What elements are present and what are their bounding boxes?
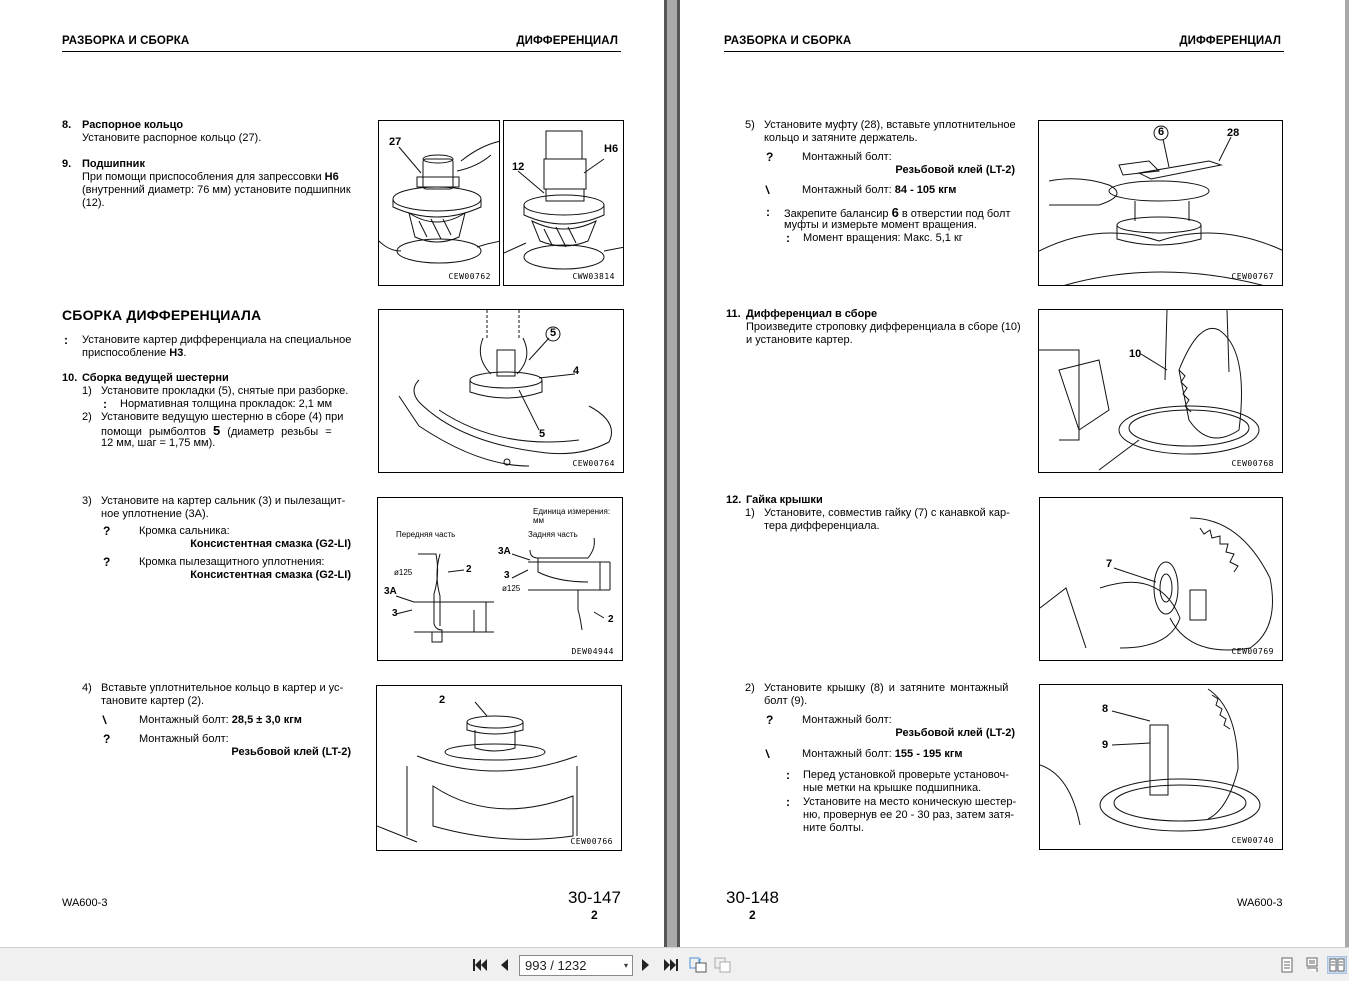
step-text: и установите картер. [746, 334, 853, 346]
figure-code: CEW00766 [570, 837, 613, 846]
step-text: При помощи приспособления для запрессовки H6 [82, 171, 339, 183]
header-rule [62, 51, 621, 52]
figure-code: CEW00764 [572, 459, 615, 468]
header-section: РАЗБОРКА И СБОРКА [724, 35, 852, 47]
step-title: Подшипник [82, 158, 145, 170]
part-label: 2 [608, 614, 614, 625]
units-note: Единица измерения: мм [533, 507, 611, 525]
figure-seal-dimensions [377, 497, 623, 661]
step-text: (внутренний диаметр: 76 мм) установите подшипник [82, 184, 351, 196]
header-section: РАЗБОРКА И СБОРКА [62, 35, 190, 47]
figure-code: CEW00762 [448, 272, 491, 281]
first-page-icon [472, 958, 488, 972]
navigation-toolbar [0, 947, 1349, 981]
revision-mark: 2 [749, 908, 756, 922]
note-text: Установите на место коническую шестер- [803, 796, 1017, 808]
torque-icon: \ [764, 182, 771, 198]
substep-text: Установите муфту (28), вставьте уплотнительное [764, 119, 1016, 131]
copy-button[interactable] [714, 957, 732, 973]
diameter-label: ø125 [502, 584, 521, 593]
figure-code: CEW00767 [1231, 272, 1274, 281]
part-label: 10 [1129, 348, 1142, 360]
part-label: 9 [1102, 739, 1109, 751]
adhesive-icon: ? [103, 732, 111, 746]
note-text: Перед установкой проверьте установоч- [803, 769, 1009, 781]
figure-pinion-lift [378, 309, 624, 473]
torque-icon: \ [101, 712, 108, 728]
viewer-edge [1345, 0, 1349, 947]
note-icon: : [766, 205, 770, 219]
note-value: Резьбовой клей (LT-2) [231, 746, 351, 758]
note-text: ните болты. [803, 822, 864, 834]
cap-nut-drawing [1040, 498, 1283, 661]
figure-differential-install [1038, 309, 1283, 473]
next-page-button[interactable] [637, 957, 655, 973]
continuous-page-icon [1305, 957, 1319, 973]
rotate-icon [689, 957, 707, 973]
page-number: 30-147 [568, 888, 621, 907]
torque-icon: \ [764, 746, 771, 762]
step-number: 12. [726, 494, 742, 506]
note-text: Закрепите балансир 6 в отверстии под болт [784, 205, 1011, 220]
diameter-label: ø125 [394, 568, 413, 577]
differential-install-drawing [1039, 310, 1283, 473]
note-text: Установите картер дифференциала на специальное [82, 334, 352, 346]
substep-number: 1) [745, 507, 755, 519]
note-label: Монтажный болт: [139, 733, 229, 745]
figure-bearing-cap [1039, 684, 1283, 850]
footer-model: WA600-3 [1237, 897, 1283, 909]
note-text: приспособление H3. [82, 347, 187, 359]
rear-label: Задняя часть [528, 530, 578, 539]
substep-text: Установите крышку (8) и затяните монтажный [764, 682, 1009, 694]
note-label: Монтажный болт: [802, 151, 892, 163]
note-label: Монтажный болт: 155 - 195 кгм [802, 748, 963, 760]
front-label: Передняя часть [396, 530, 456, 539]
page-right [677, 0, 1345, 947]
adhesive-icon: ? [766, 150, 774, 164]
substep-number: 1) [82, 385, 92, 397]
part-label: 7 [1106, 558, 1113, 570]
section-title: СБОРКА ДИФФЕРЕНЦИАЛА [62, 307, 262, 323]
note-label: Кромка пылезащитного уплотнения: [139, 556, 325, 568]
substep-text: Установите прокладки (5), снятые при разборке. [101, 385, 349, 397]
header-rule [724, 51, 1284, 52]
last-page-icon [663, 958, 679, 972]
step-number: 10. [62, 372, 78, 384]
part-label: 8 [1102, 703, 1109, 715]
substep-text: Установите, совместив гайку (7) с канавкой кар- [764, 507, 1010, 519]
note-value: Резьбовой клей (LT-2) [895, 164, 1015, 176]
header-chapter: ДИФФЕРЕНЦИАЛ [1179, 35, 1281, 47]
note-label: Монтажный болт: [802, 714, 892, 726]
note-label: Кромка сальника: [139, 525, 230, 537]
note-value: Резьбовой клей (LT-2) [895, 727, 1015, 739]
figure-code: CEW00740 [1231, 836, 1274, 845]
substep-text: помощи рымболтов 5 (диаметр резьбы = [101, 423, 332, 438]
prev-page-button[interactable] [495, 957, 513, 973]
part-label: 3A [498, 546, 511, 557]
step-title: Сборка ведущей шестерни [82, 372, 229, 384]
figure-case-install [376, 685, 622, 851]
single-page-icon [1280, 957, 1294, 973]
figure-code: CEW00769 [1231, 647, 1274, 656]
substep-text: ное уплотнение (3A). [101, 508, 209, 520]
note-text: Момент вращения: Макс. 5,1 кг [803, 232, 963, 244]
step-number: 8. [62, 119, 72, 131]
substep-number: 5) [745, 119, 755, 131]
part-label: 2 [466, 564, 472, 575]
substep-text: болт (9). [764, 695, 808, 707]
last-page-button[interactable] [662, 957, 680, 973]
substep-number: 4) [82, 682, 92, 694]
note-label: Монтажный болт: 84 - 105 кгм [802, 184, 957, 196]
page-gutter [667, 0, 677, 947]
note-label: Монтажный болт: 28,5 ± 3,0 кгм [139, 714, 302, 726]
note-value: Консистентная смазка (G2-LI) [190, 569, 351, 581]
note-text: муфты и измерьте момент вращения. [784, 219, 977, 231]
part-label: 5 [550, 327, 557, 339]
part-label: 2 [439, 694, 446, 706]
first-page-button[interactable] [471, 957, 489, 973]
step-number: 9. [62, 158, 72, 170]
substep-number: 2) [82, 411, 92, 423]
adhesive-icon: ? [766, 713, 774, 727]
grease-icon: ? [103, 524, 111, 538]
step-text: Произведите строповку дифференциала в сборе (10) [746, 321, 1021, 333]
case-install-drawing [377, 686, 622, 851]
part-label: 3 [504, 570, 510, 581]
note-text: ню, провернув ее 20 - 30 раз, затем затя- [803, 809, 1015, 821]
footer-model: WA600-3 [62, 897, 108, 909]
part-label: 28 [1227, 127, 1240, 139]
part-label: 5 [539, 428, 546, 440]
note-icon: : [64, 333, 68, 347]
substep-text: Установите ведущую шестерню в сборе (4) при [101, 411, 344, 423]
note-icon: : [786, 231, 790, 245]
step-title: Распорное кольцо [82, 119, 184, 131]
step-title: Гайка крышки [746, 494, 823, 506]
header-chapter: ДИФФЕРЕНЦИАЛ [516, 35, 618, 47]
substep-text: кольцо и затяните держатель. [764, 132, 918, 144]
part-label: 3 [392, 608, 398, 619]
substep-text: тановите картер (2). [101, 695, 205, 707]
part-label: 6 [1158, 126, 1165, 138]
figure-cap-nut [1039, 497, 1283, 661]
substep-text: 12 мм, шаг = 1,75 мм). [101, 437, 216, 449]
revision-mark: 2 [591, 908, 598, 922]
note-text: ные метки на крышке подшипника. [803, 782, 982, 794]
substep-number: 2) [745, 682, 755, 694]
figure-code: CEW00768 [1231, 459, 1274, 468]
step-number: 11. [726, 308, 741, 320]
note-icon: : [786, 768, 790, 782]
page-number: 30-148 [726, 888, 779, 907]
grease-icon: ? [103, 555, 111, 569]
note-icon: : [103, 397, 107, 411]
two-page-view-button[interactable] [1327, 956, 1347, 974]
note-text: Нормативная толщина прокладок: 2,1 мм [120, 398, 333, 410]
substep-text: Установите на картер сальник (3) и пылезащит- [101, 495, 346, 507]
step-text: (12). [82, 197, 105, 209]
substep-text: тера дифференциала. [764, 520, 880, 532]
figure-spacer-ring [378, 120, 500, 286]
single-page-view-button[interactable] [1277, 956, 1297, 974]
figure-code: DEW04944 [571, 647, 614, 656]
pinion-lift-drawing [379, 310, 624, 473]
part-label: 3A [384, 586, 397, 597]
substep-text: Вставьте уплотнительное кольцо в картер и ус- [101, 682, 344, 694]
copy-icon [714, 957, 732, 973]
tool-label: H6 [604, 143, 619, 155]
coupling-torque-drawing [1039, 121, 1283, 286]
page-number-select[interactable] [519, 955, 633, 976]
part-label: 12 [512, 161, 525, 173]
two-page-icon [1329, 958, 1345, 972]
page-indicator: 993 / 1232 [525, 958, 587, 973]
step-title: Дифференциал в сборе [746, 308, 878, 320]
rotate-button[interactable] [689, 957, 707, 973]
note-icon: : [786, 795, 790, 809]
part-label: 27 [389, 136, 402, 148]
part-label: 4 [573, 365, 580, 377]
page-left [0, 0, 667, 947]
step-text: Установите распорное кольцо (27). [82, 132, 262, 144]
bearing-cap-drawing [1040, 685, 1283, 850]
figure-bearing-press [503, 120, 624, 286]
next-page-icon [640, 958, 652, 972]
continuous-view-button[interactable] [1302, 956, 1322, 974]
substep-number: 3) [82, 495, 92, 507]
figure-coupling-torque [1038, 120, 1283, 286]
prev-page-icon [498, 958, 510, 972]
chevron-down-icon: ▾ [623, 961, 628, 970]
figure-code: CWW03814 [572, 272, 615, 281]
note-value: Консистентная смазка (G2-LI) [190, 538, 351, 550]
